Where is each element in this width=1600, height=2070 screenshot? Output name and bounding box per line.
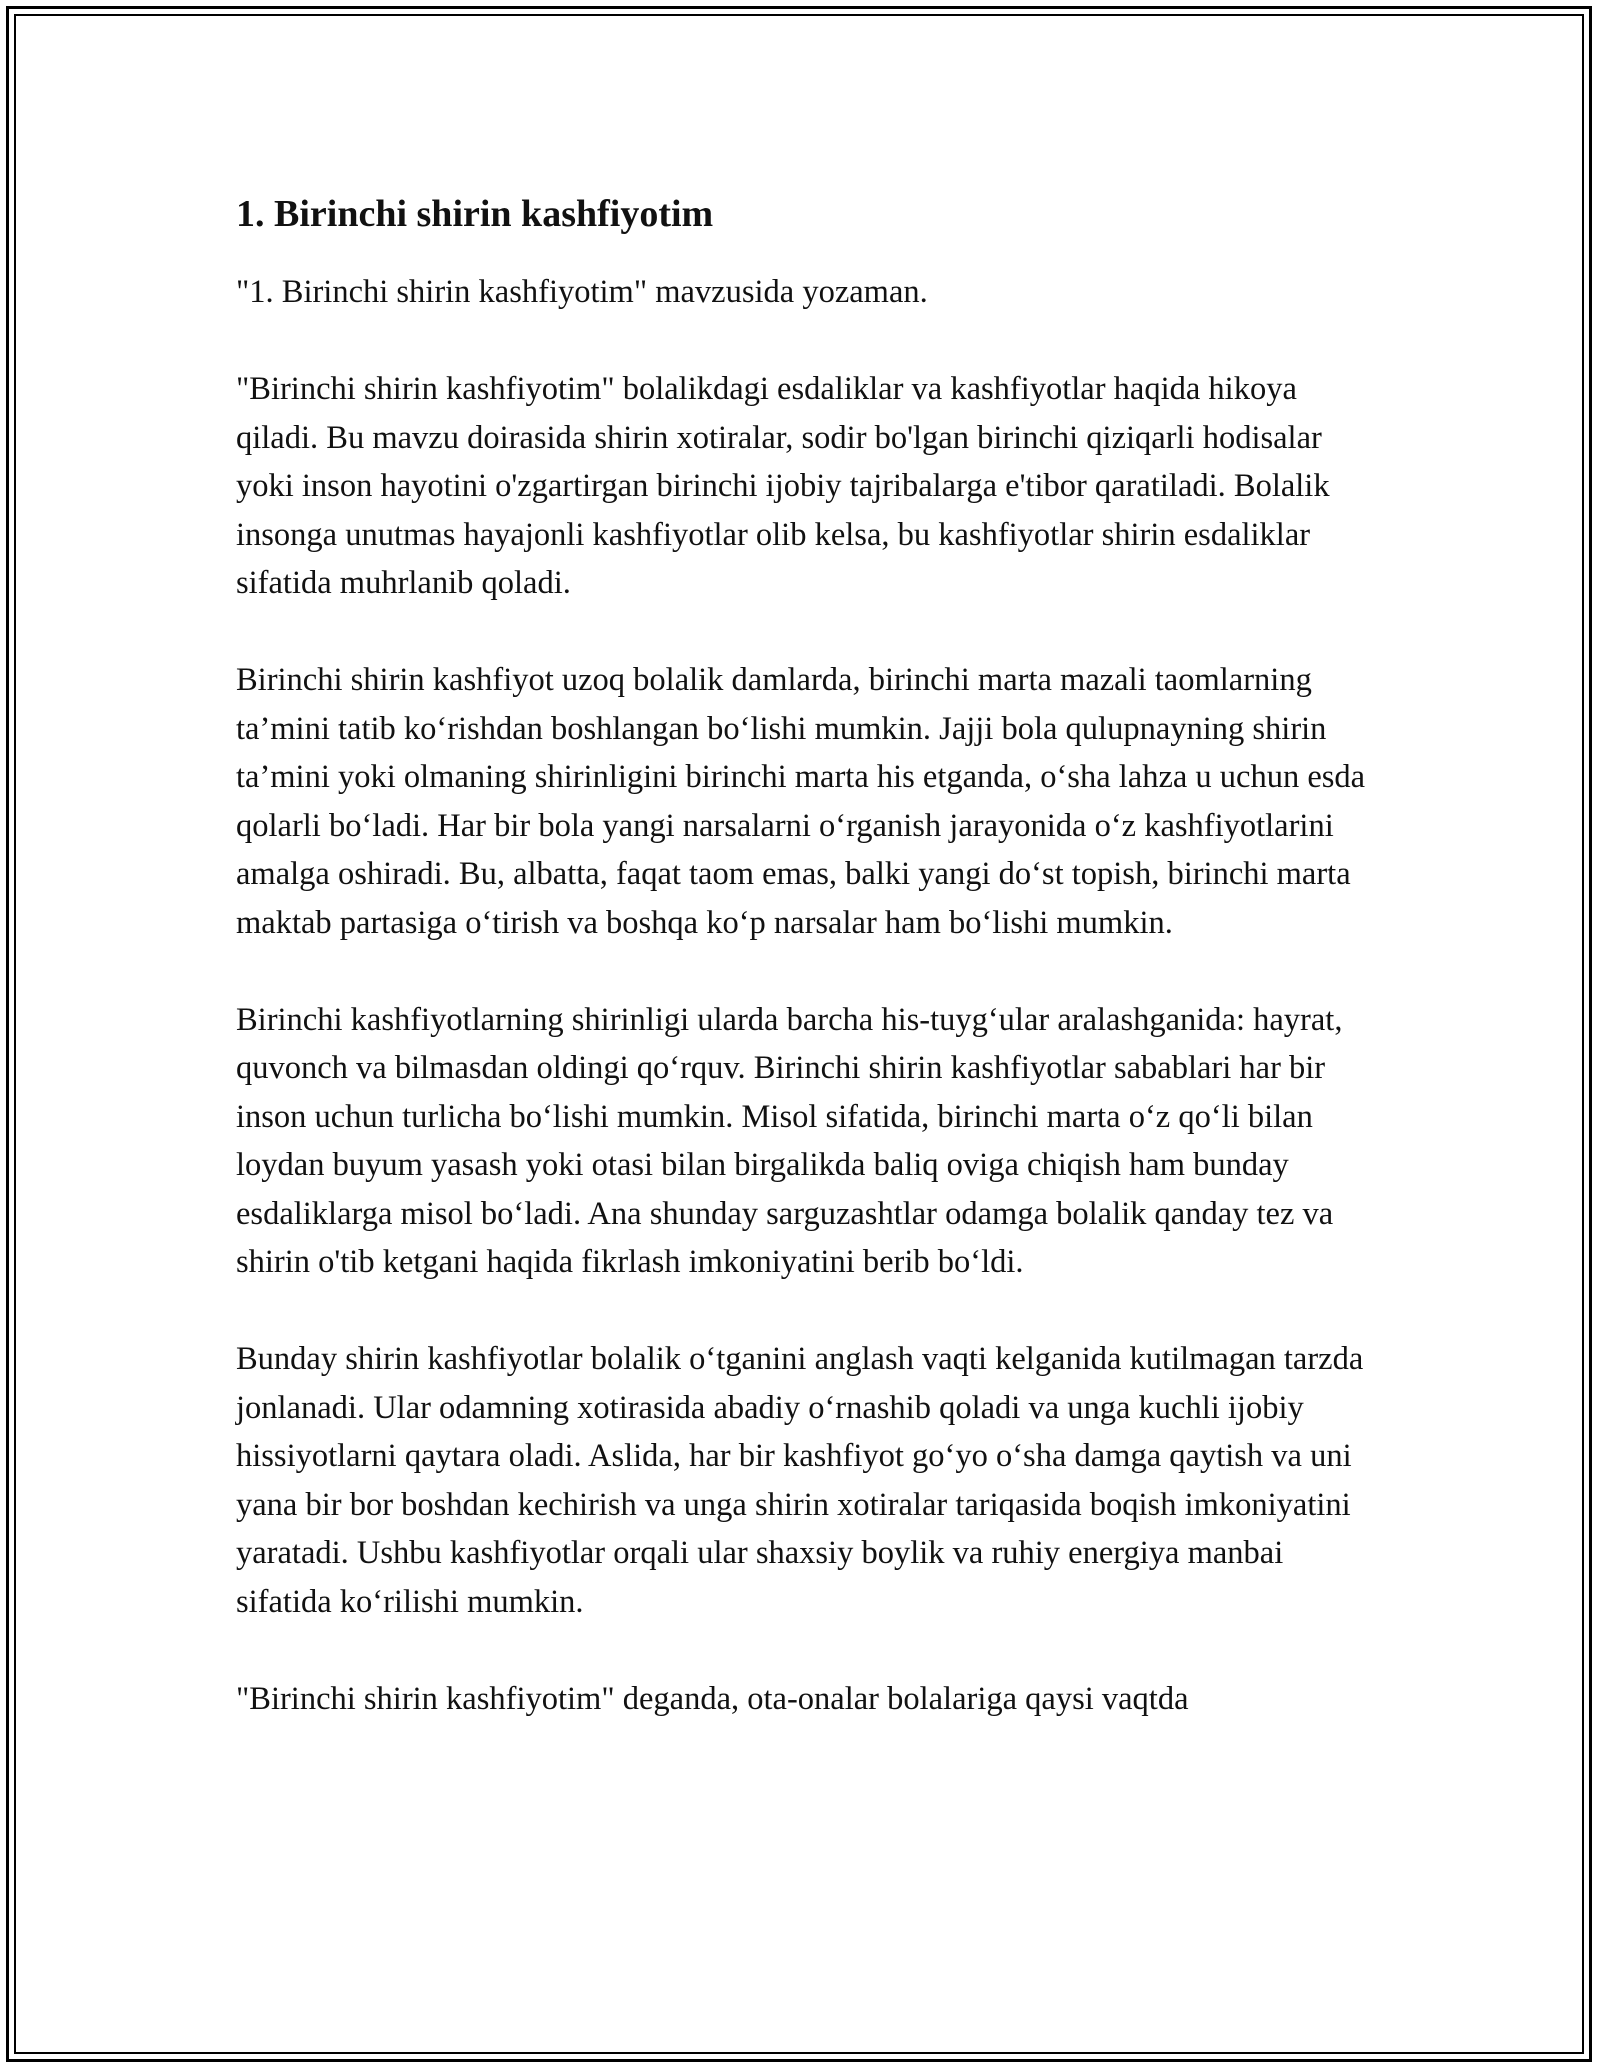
paragraph: Birinchi kashfiyotlarning shirinligi ularda barcha his-tuyg‘ular aralashganida: hayrat, quvonch va bilmasdan oldingi qo‘rquv. Birinchi shirin kashfiyotlar sabablari har bir inson uchun turlicha bo‘lishi mumkin. Misol sifatida, birinchi marta o‘z qo‘li bilan loydan buyum yasash yoki otasi bilan birgalikda baliq oviga chiqish ham bunday esdaliklarga misol bo‘ladi. Ana shunday sarguzashtlar odamga bolalik qanday tez va shirin o'tib ketgani haqida fikrlash imkoniyatini berib bo‘ldi. — [236, 1001, 1343, 1280]
paragraph: Birinchi shirin kashfiyot uzoq bolalik damlarda, birinchi marta mazali taomlarning ta’mini tatib ko‘rishdan boshlangan bo‘lishi mumkin. Jajji bola qulupnayning shirin ta’mini yoki olmaning shirinligini birinchi marta his etganda, o‘sha lahza u uchun esda qolarli bo‘ladi. Har bir bola yangi narsalarni o‘rganish jarayonida o‘z kashfiyotlarini amalga oshiradi. Bu, albatta, faqat taom emas, balki yangi do‘st topish, birinchi marta maktab partasiga o‘tirish va boshqa ko‘p narsalar ham bo‘lishi mumkin. — [236, 662, 1366, 941]
paragraph: "Birinchi shirin kashfiyotim" deganda, ota-onalar bolalariga qaysi vaqtda — [236, 1680, 1189, 1717]
document-body — [236, 188, 1376, 1772]
paragraph: Bunday shirin kashfiyotlar bolalik o‘tganini anglash vaqti kelganida kutilmagan tarzda jonlanadi. Ular odamning xotirasida abadiy o‘rnashib qoladi va unga kuchli ijobiy hissiyotlarni qaytara oladi. Aslida, har bir kashfiyot go‘yo o‘sha damga qaytish va uni yana bir bor boshdan kechirish va unga shirin xotiralar tariqasida boqish imkoniyatini yaratadi. Ushbu kashfiyotlar orqali ular shaxsiy boylik va ruhiy energiya manbai sifatida ko‘rilishi mumkin. — [236, 1341, 1364, 1620]
paragraph: "Birinchi shirin kashfiyotim" bolalikdagi esdaliklar va kashfiyotlar haqida hikoya qiladi. Bu mavzu doirasida shirin xotiralar, sodir bo'lgan birinchi qiziqarli hodisalar yoki inson hayotini o'zgartirgan birinchi ijobiy tajribalarga e'tibor qaratiladi. Bolalik insonga unutmas hayajonli kashfiyotlar olib kelsa, bu kashfiyotlar shirin esdaliklar sifatida muhrlanib qoladi. — [236, 371, 1330, 601]
document-title: 1. Birinchi shirin kashfiyotim — [236, 193, 714, 235]
paragraph-intro: "1. Birinchi shirin kashfiyotim" mavzusida yozaman. — [236, 274, 928, 310]
